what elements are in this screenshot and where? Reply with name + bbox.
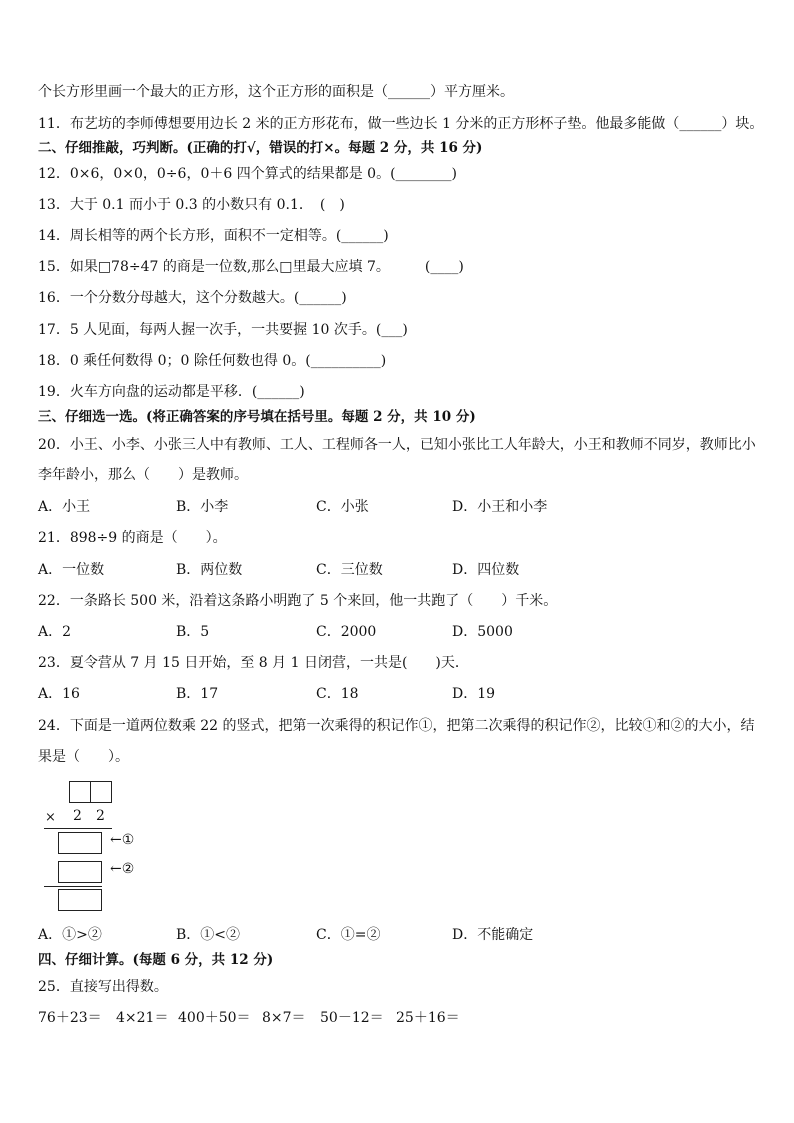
q23-option-d: D．19: [452, 686, 496, 702]
rule-line-2: [44, 886, 102, 887]
question-11: 11．布艺坊的李师傅想要用边长 2 米的正方形花布，做一些边长 1 分米的正方形杯子垫。他最多能做（______）块。: [38, 116, 764, 132]
section-4-heading: 四、仔细计算。(每题 6 分，共 12 分): [38, 952, 274, 968]
question-22: 22．一条路长 500 米，沿着这条路小明跑了 5 个来回，他一共跑了（ ）千米。: [38, 593, 558, 609]
rule-line-1: [44, 828, 112, 829]
digit-box-ones: [90, 781, 112, 803]
q20-option-a: A．小王: [38, 499, 91, 515]
q20-option-b: B．小李: [176, 499, 229, 515]
question-25: 25．直接写出得数。: [38, 979, 168, 995]
question-20-line2: 李年龄小，那么（ ）是教师。: [38, 467, 248, 483]
question-20-line1: 20．小王、小李、小张三人中有教师、工人、工程师各一人，已知小张比工人年龄大，小王和教师不同岁，教师比小: [38, 437, 756, 453]
question-10-tail: 个长方形里画一个最大的正方形，这个正方形的面积是（______）平方厘米。: [38, 84, 514, 100]
question-18: 18．0 乘任何数得 0；0 除任何数也得 0。(__________): [38, 353, 387, 369]
partial-product-1-box: [58, 832, 102, 854]
question-24-line2: 果是（ ）。: [38, 749, 129, 765]
question-24-line1: 24．下面是一道两位数乘 22 的竖式，把第一次乘得的积记作①，把第二次乘得的积记作②，比较①和②的大小，结: [38, 718, 755, 734]
calc-item-2: 4×21＝: [116, 1010, 169, 1026]
calc-item-6: 25＋16＝: [396, 1010, 460, 1026]
q22-option-a: A．2: [38, 624, 72, 640]
final-product-box: [58, 889, 102, 911]
calc-item-5: 50－12＝: [320, 1010, 384, 1026]
question-16: 16．一个分数分母越大，这个分数越大。(______): [38, 290, 347, 306]
q21-option-a: A．一位数: [38, 562, 105, 578]
question-14: 14．周长相等的两个长方形，面积不一定相等。(______): [38, 228, 389, 244]
times-sign: ×: [45, 810, 56, 825]
q20-option-d: D．小王和小李: [452, 499, 548, 515]
multiplier-digit-ones: 2: [96, 808, 105, 824]
calc-item-1: 76＋23＝: [38, 1010, 102, 1026]
multiplier-digit-tens: 2: [73, 808, 82, 824]
section-2-heading: 二、仔细推敲，巧判断。(正确的打√，错误的打×。每题 2 分，共 16 分): [38, 140, 483, 156]
section-3-heading: 三、仔细选一选。(将正确答案的序号填在括号里。每题 2 分，共 10 分): [38, 409, 476, 425]
q24-option-d: D．不能确定: [452, 927, 534, 943]
q22-option-d: D．5000: [452, 624, 513, 640]
digit-box-tens: [69, 781, 91, 803]
q21-option-c: C．三位数: [316, 562, 383, 578]
question-19: 19．火车方向盘的运动都是平移．(______): [38, 384, 305, 400]
question-15: 15．如果□78÷47 的商是一位数,那么□里最大应填 7。 (____): [38, 259, 464, 275]
q23-option-b: B．17: [176, 686, 219, 702]
q23-option-c: C．18: [316, 686, 359, 702]
q24-option-c: C．①=②: [316, 927, 381, 943]
calc-item-4: 8×7＝: [262, 1010, 306, 1026]
question-23: 23．夏令营从 7 月 15 日开始，至 8 月 1 日闭营，一共是( )天．: [38, 655, 469, 671]
question-13: 13．大于 0.1 而小于 0.3 的小数只有 0.1． ( ): [38, 197, 345, 213]
marker-1: ←①: [110, 832, 135, 848]
question-21: 21．898÷9 的商是（ ）。: [38, 530, 227, 546]
q21-option-d: D．四位数: [452, 562, 520, 578]
marker-2: ←②: [110, 861, 135, 877]
q23-option-a: A．16: [38, 686, 80, 702]
question-17: 17．5 人见面，每两人握一次手，一共要握 10 次手。(___): [38, 322, 408, 338]
q22-option-c: C．2000: [316, 624, 377, 640]
q24-option-b: B．①<②: [176, 927, 241, 943]
q24-option-a: A．①>②: [38, 927, 102, 943]
q22-option-b: B．5: [176, 624, 210, 640]
q20-option-c: C．小张: [316, 499, 369, 515]
q21-option-b: B．两位数: [176, 562, 243, 578]
calc-item-3: 400＋50＝: [178, 1010, 251, 1026]
partial-product-2-box: [58, 861, 102, 883]
question-12: 12．0×6，0×0，0÷6，0＋6 四个算式的结果都是 0。(________): [38, 166, 457, 182]
